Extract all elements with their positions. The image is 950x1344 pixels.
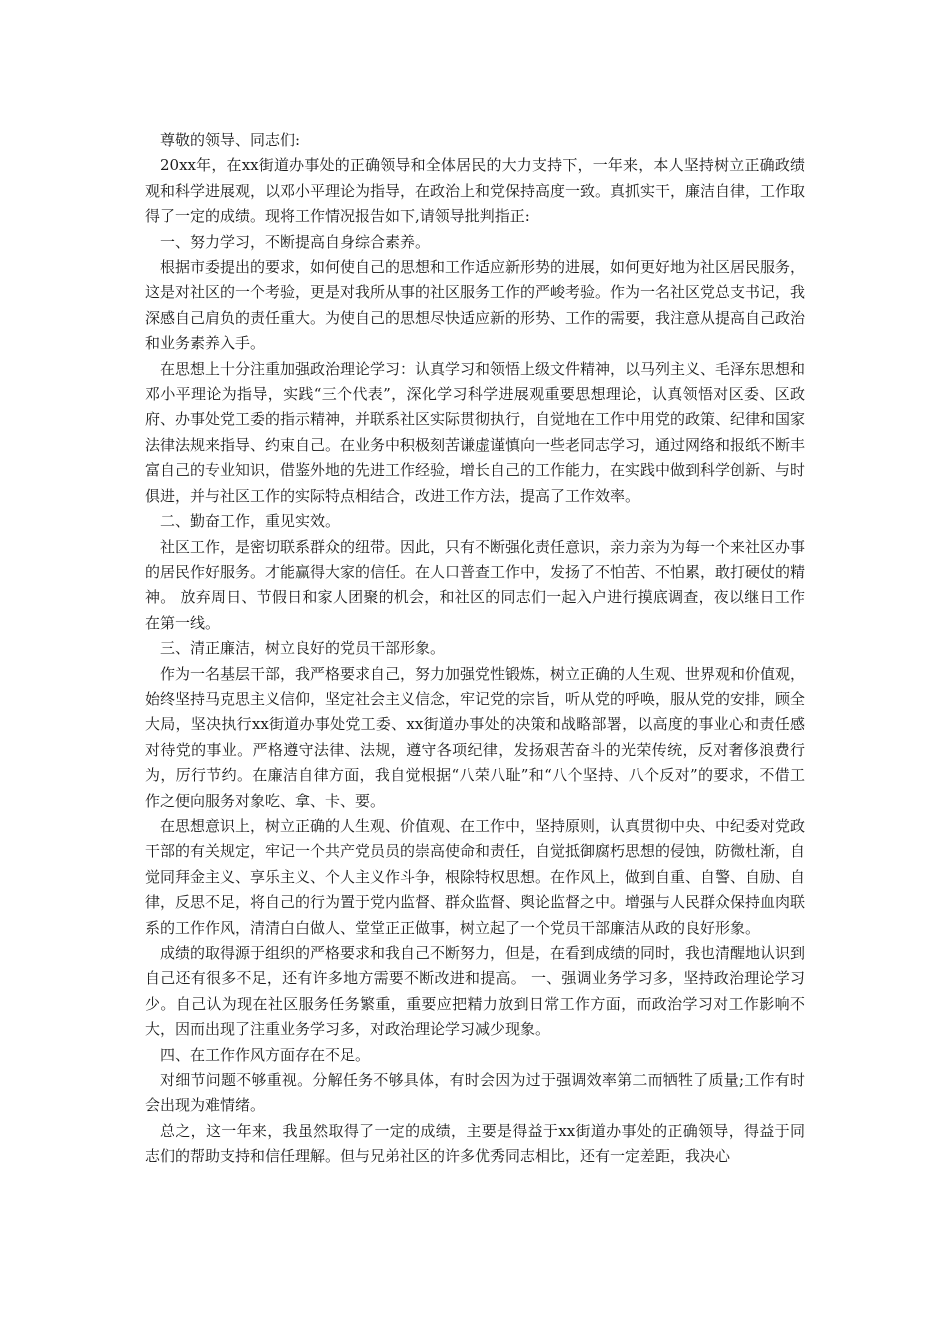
paragraph: 在思想上十分注重加强政治理论学习：认真学习和领悟上级文件精神，以马列主义、毛泽东思想和邓小平理论为指导，实践“三个代表”，深化学习科学进展观重要思想理论，认真领悟对区委、区政府、办事处党工委的指示精神，并联系社区实际贯彻执行，自觉地在工作中用党的政策、纪律和国家法律法规来指导、约束自己。在业务中积极刻苦谦虚谨慎向一些老同志学习，通过网络和报纸不断丰富自己的专业知识，借鉴外地的先进工作经验，增长自己的工作能力，在实践中做到科学创新、与时俱进，并与社区工作的实际特点相结合，改进工作方法，提高了工作效率。 (145, 359, 806, 505)
paragraph: 根据市委提出的要求，如何使自己的思想和工作适应新形势的进展，如何更好地为社区居民服务，这是对社区的一个考验，更是对我所从事的社区服务工作的严峻考验。作为一名社区党总支书记，我深感自己肩负的责任重大。为使自己的思想尽快适应新的形势、工作的需要，我注意从提高自己政治和业务素养入手。 (145, 258, 806, 353)
section-heading-3: 三、清正廉洁，树立良好的党员干部形象。 (160, 639, 446, 658)
section-heading-4: 四、在工作作风方面存在不足。 (160, 1045, 371, 1064)
paragraph: 作为一名基层干部，我严格要求自己，努力加强党性锻炼，树立正确的人生观、世界观和价值观，始终坚持马克思主义信仰，坚定社会主义信念，牢记党的宗旨，听从党的呼唤，服从党的安排，顾全大局，坚决执行xx街道办事处党工委、xx街道办事处的决策和战略部署，以高度的事业心和责任感对待党的事业。严格遵守法律、法规，遵守各项纪律，发扬艰苦奋斗的光荣传统，反对奢侈浪费行为，厉行节约。在廉洁自律方面，我自觉根据“八荣八耻”和“八个坚持、八个反对”的要求，不借工作之便向服务对象吃、拿、卡、要。 (145, 664, 806, 810)
document-body (145, 128, 805, 1170)
paragraph: 成绩的取得源于组织的严格要求和我自己不断努力，但是，在看到成绩的同时，我也清醒地认识到自己还有很多不足，还有许多地方需要不断改进和提高。 一、强调业务学习多，坚持政治理论学习少。自己认为现在社区服务任务繁重，重要应把精力放到日常工作方面，而政治学习对工作影响不大，因而出现了注重业务学习多，对政治理论学习减少现象。 (145, 944, 806, 1039)
section-heading-1: 一、努力学习，不断提高自身综合素养。 (160, 232, 431, 251)
paragraph: 社区工作，是密切联系群众的纽带。因此，只有不断强化责任意识，亲力亲为为每一个来社区办事的居民作好服务。才能赢得大家的信任。在人口普查工作中，发扬了不怕苦、不怕累，敢打硬仗的精神。 放弃周日、节假日和家人团聚的机会，和社区的同志们一起入户进行摸底调查，夜以继日工作在第一线。 (145, 537, 806, 632)
paragraph-intro: 20xx年，在xx街道办事处的正确领导和全体居民的大力支持下，一年来，本人坚持树立正确政绩观和科学进展观，以邓小平理论为指导，在政治上和党保持高度一致。真抓实干，廉洁自律，工作取得了一定的成绩。现将工作情况报告如下,请领导批判指正: (145, 156, 806, 226)
paragraph-conclusion: 总之，这一年来，我虽然取得了一定的成绩，主要是得益于xx街道办事处的正确领导，得益于同志们的帮助支持和信任理解。但与兄弟社区的许多优秀同志相比，还有一定差距，我决心 (145, 1121, 805, 1166)
paragraph: 对细节问题不够重视。分解任务不够具体，有时会因为过于强调效率第二而牺牲了质量;工作有时会出现为难情绪。 (145, 1071, 805, 1115)
salutation: 尊敬的领导、同志们: (160, 131, 301, 149)
section-heading-2: 二、勤奋工作，重见实效。 (160, 512, 341, 531)
paragraph: 在思想意识上，树立正确的人生观、价值观、在工作中，坚持原则，认真贯彻中央、中纪委对党政干部的有关规定，牢记一个共产党员员的崇高使命和责任，自觉抵御腐朽思想的侵蚀，防微杜渐，自觉同拜金主义、享乐主义、个人主义作斗争，根除特权思想。在作风上，做到自重、自警、自励、自律，反思不足，将自己的行为置于党内监督、群众监督、舆论监督之中。增强与人民群众保持血肉联系的工作作风，清清白白做人、堂堂正正做事，树立起了一个党员干部廉洁从政的良好形象。 (145, 816, 806, 937)
